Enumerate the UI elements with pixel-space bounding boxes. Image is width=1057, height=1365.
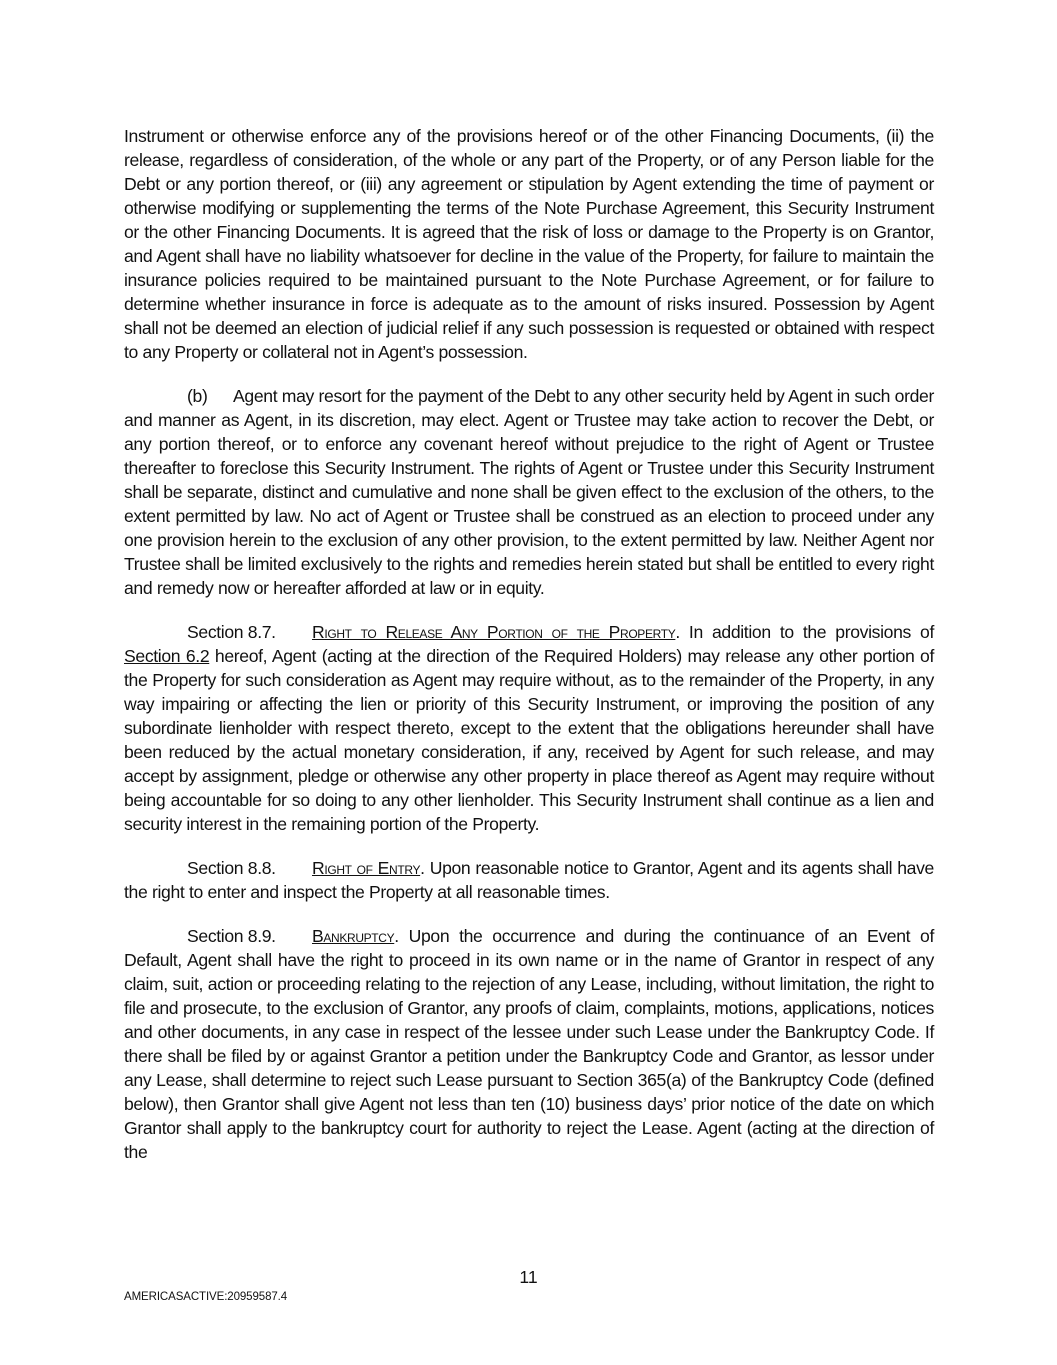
page-number: 11 <box>519 1267 538 1287</box>
section-8-7 <box>124 620 934 836</box>
section-8-9 <box>124 924 934 1164</box>
subsection-label: (b) <box>187 386 208 406</box>
section-number: Section 8.7. <box>187 622 276 642</box>
section-heading: Right of Entry <box>312 858 421 878</box>
section-text: . Upon reasonable notice to Grantor, Agent and its agents shall have the right to enter and inspect the Property at all reasonable times. <box>124 858 934 902</box>
section-text: hereof, Agent (acting at the direction of the Required Holders) may release any other portion of the Property for such consideration as Agent may require without, as to the remainder of the Property, in any way impairing or affecting the lien or priority of this Security Instrument, or improving the position of any subordinate lienholder with respect thereto, except to the extent that the obligations hereunder shall have been reduced by the actual monetary consideration, if any, received by Agent for such release, and may accept by assignment, pledge or otherwise any other property in place thereof as Agent may require without being accountable for so doing to any other lienholder. This Security Instrument shall continue as a lien and security interest in the remaining portion of the Property. <box>124 646 934 834</box>
section-8-8 <box>124 856 934 904</box>
cross-reference: Section 6.2 <box>124 646 210 666</box>
section-text: . Upon the occurrence and during the continuance of an Event of Default, Agent shall have the right to proceed in its own name or in the name of Grantor in respect of any claim, suit, action or proceeding relating to the rejection of any Lease, including, without limitation, the right to file and prosecute, to the exclusion of Grantor, any proofs of claim, complaints, motions, applications, notices and other documents, in any case in respect of the lessee under such Lease under the Bankruptcy Code. If there shall be filed by or against Grantor a petition under the Bankruptcy Code and Grantor, as lessor under any Lease, shall determine to reject such Lease pursuant to Section 365(a) of the Bankruptcy Code (defined below), then Grantor shall give Agent not less than ten (10) business days’ prior notice of the date on which Grantor shall apply to the bankruptcy court for authority to reject the Lease. Agent (acting at the direction of the <box>124 926 934 1162</box>
document-body <box>124 124 934 1184</box>
paragraph-text: Instrument or otherwise enforce any of the provisions hereof or of the other Financing Documents, (ii) the release, regardless of consideration, of the whole or any part of the Property, or of any Person liable for the Debt or any portion thereof, or (iii) any agreement or stipulation by Agent extending the time of payment or otherwise modifying or supplementing the terms of the Note Purchase Agreement, this Security Instrument or the other Financing Documents. It is agreed that the risk of loss or damage to the Property is on Grantor, and Agent shall have no liability whatsoever for decline in the value of the Property, for failure to maintain the insurance policies required to be maintained pursuant to the Note Purchase Agreement, or for failure to determine whether insurance in force is adequate as to the amount of risks insured. Possession by Agent shall not be deemed an election of judicial relief if any such possession is requested or obtained with respect to any Property or collateral not in Agent’s possession. <box>124 126 934 362</box>
section-heading: Right to Release Any Portion of the Property <box>312 622 676 642</box>
paragraph-continuation <box>124 124 934 364</box>
paragraph-b <box>124 384 934 600</box>
section-number: Section 8.8. <box>187 858 276 878</box>
paragraph-text: Agent may resort for the payment of the Debt to any other security held by Agent in such order and manner as Agent, in its discretion, may elect. Agent or Trustee may take action to recover the Debt, or any portion thereof, or to enforce any covenant hereof without prejudice to the right of Agent or Trustee thereafter to foreclose this Security Instrument. The rights of Agent or Trustee under this Security Instrument shall be separate, distinct and cumulative and none shall be given effect to the exclusion of the others, to the extent permitted by law. No act of Agent or Trustee shall be construed as an election to proceed under any one provision herein to the exclusion of any other provision, to the extent permitted by law. Neither Agent nor Trustee shall be limited exclusively to the rights and remedies herein stated but shall be entitled to every right and remedy now or hereafter afforded at law or in equity. <box>124 386 934 598</box>
section-heading: Bankruptcy <box>312 926 395 946</box>
document-id: AMERICASACTIVE:20959587.4 <box>124 1291 288 1303</box>
section-text: . In addition to the provisions of <box>675 622 934 642</box>
section-number: Section 8.9. <box>187 926 276 946</box>
